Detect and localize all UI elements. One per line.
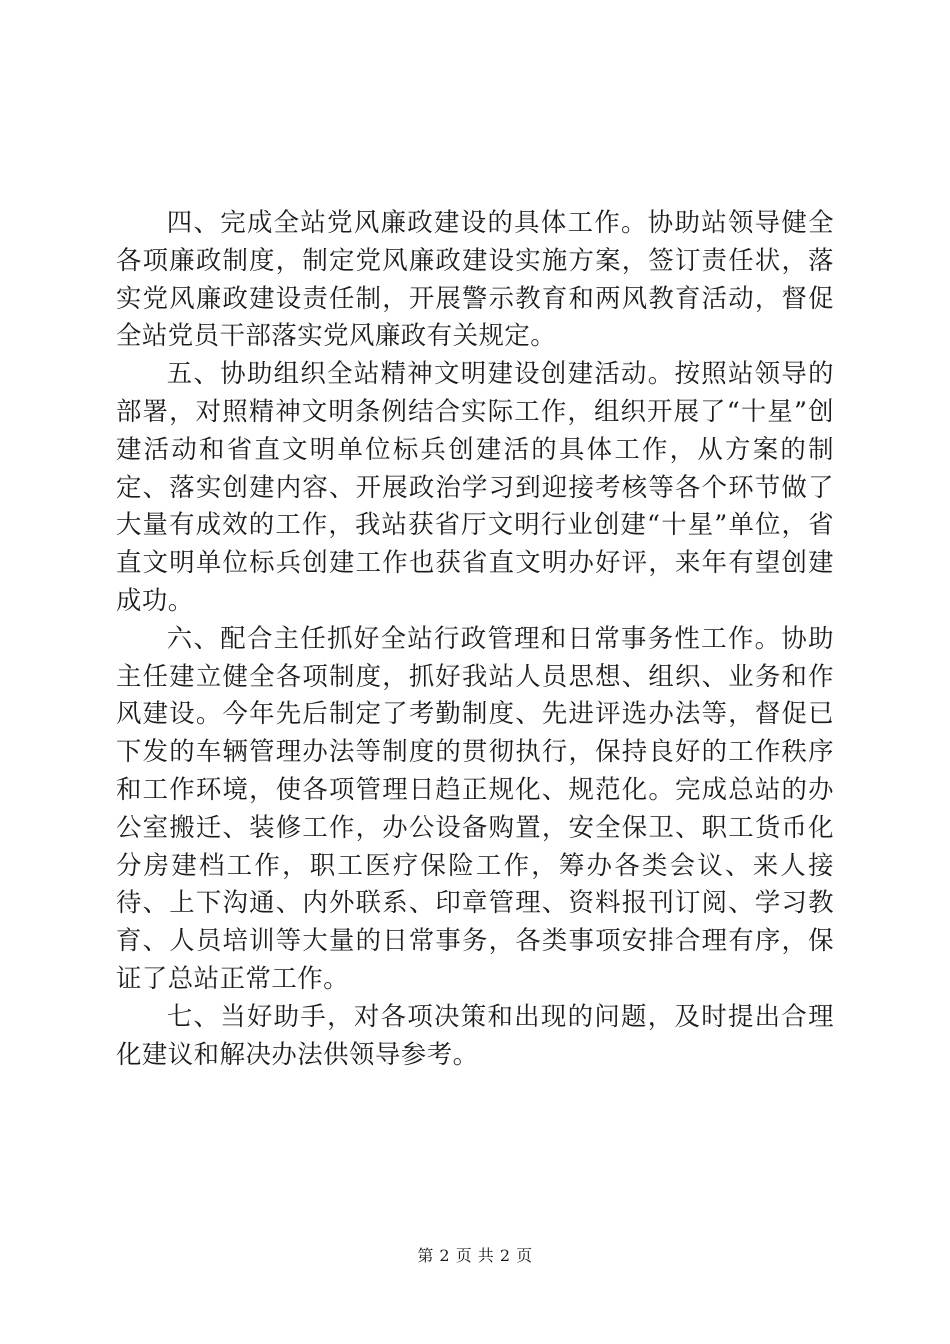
document-body	[116, 204, 834, 1073]
paragraph-section-6: 六、配合主任抓好全站行政管理和日常事务性工作。协助主任建立健全各项制度，抓好我站人员思想、组织、业务和作风建设。今年先后制定了考勤制度、先进评选办法等，督促已下发的车辆管理办法等制度的贯彻执行，保持良好的工作秩序和工作环境，使各项管理日趋正规化、规范化。完成总站的办公室搬迁、装修工作，办公设备购置，安全保卫、职工货币化分房建档工作，职工医疗保险工作，筹办各类会议、来人接待、上下沟通、内外联系、印章管理、资料报刊订阅、学习教育、人员培训等大量的日常事务，各类事项安排合理有序，保证了总站正常工作。	[116, 622, 834, 993]
paragraph-section-4: 四、完成全站党风廉政建设的具体工作。协助站领导健全各项廉政制度，制定党风廉政建设实施方案，签订责任状，落实党风廉政建设责任制，开展警示教育和两风教育活动，督促全站党员干部落实党风廉政有关规定。	[116, 207, 834, 351]
page-number-footer: 第 2 页 共 2 页	[417, 1246, 533, 1265]
paragraph-section-7: 七、当好助手，对各项决策和出现的问题，及时提出合理化建议和解决办法供领导参考。	[116, 1000, 834, 1069]
paragraph-section-5: 五、协助组织全站精神文明建设创建活动。按照站领导的部署，对照精神文明条例结合实际工作，组织开展了“十星”创建活动和省直文明单位标兵创建活的具体工作，从方案的制定、落实创建内容、开展政治学习到迎接考核等各个环节做了大量有成效的工作，我站获省厅文明行业创建“十星”单位，省直文明单位标兵创建工作也获省直文明办好评，来年有望创建成功。	[116, 358, 834, 615]
